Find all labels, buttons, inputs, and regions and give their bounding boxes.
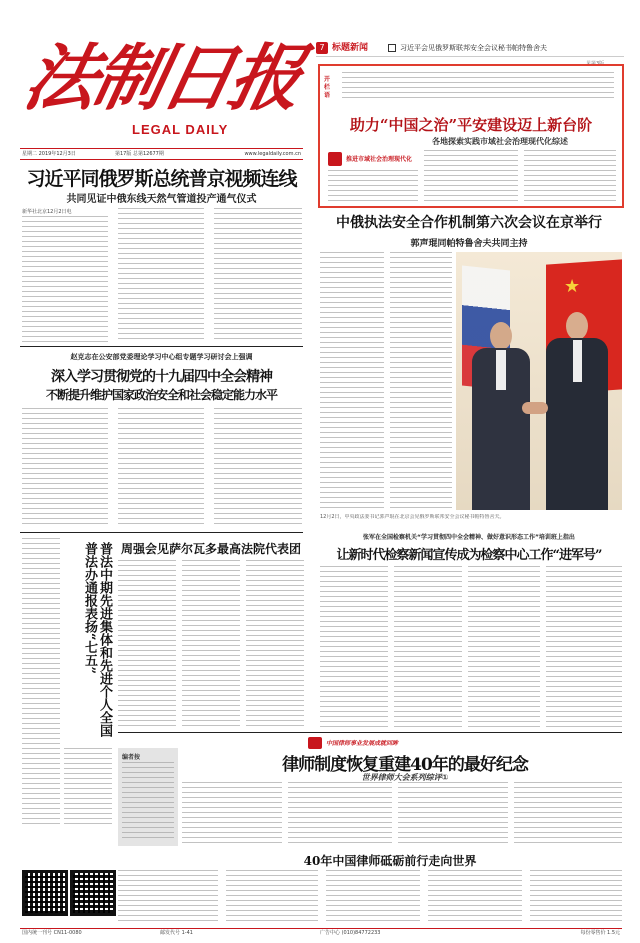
issue-number: 第17版 总第12677期 xyxy=(115,151,164,157)
lead-subtitle: 共同见证中俄东线天然气管道投产通气仪式 xyxy=(66,194,257,205)
lawyers-bottom-col-5 xyxy=(530,870,622,922)
person-left xyxy=(472,322,530,510)
dateline-bar xyxy=(20,148,303,160)
qr-code-left[interactable] xyxy=(22,870,68,916)
feature-box xyxy=(318,64,624,208)
lead-col-1 xyxy=(22,216,108,342)
masthead-english: LEGAL DAILY xyxy=(132,122,229,137)
news-photo xyxy=(456,252,622,510)
handshake xyxy=(522,402,548,414)
lawyers-col-2 xyxy=(288,782,392,846)
security-title: 中俄执法安全合作机制第六次会议在京举行 xyxy=(336,215,602,231)
lawyers-col-1 xyxy=(182,782,282,846)
education-text xyxy=(22,538,60,828)
nav-page-ref[interactable]: 见第3版 xyxy=(586,61,605,67)
lawyers-col-3 xyxy=(398,782,508,846)
procuracy-col-2 xyxy=(394,566,462,728)
lawyers-banner: 中国律师事业发展成就回眸 xyxy=(326,740,399,747)
education-text-2 xyxy=(64,748,112,828)
feature-body-3 xyxy=(524,150,616,202)
masthead-title: 法制日报 xyxy=(17,35,308,120)
divider xyxy=(118,732,622,733)
footer-cn: 国内统一刊号 CN11-0080 xyxy=(22,930,82,936)
lawyers-title: 律师制度恢复重建40年的最好纪念 xyxy=(282,755,528,775)
lawyers-logo xyxy=(308,737,322,749)
nav-badge: 7 xyxy=(316,42,328,54)
photo-caption: 12月2日，中央政法委书记郭声琨在北京会见俄罗斯联邦安全会议秘书帕特鲁舍夫。 xyxy=(320,514,505,520)
lawyers-bottom-col-4 xyxy=(428,870,522,922)
divider xyxy=(20,532,303,533)
dateline: 星期二 2019年12月3日 xyxy=(22,151,76,157)
security-subtitle: 郭声琨同帕特鲁舍夫共同主持 xyxy=(410,239,528,249)
lawyers-col-4 xyxy=(514,782,622,846)
feature-intro xyxy=(342,72,614,102)
editor-note-box xyxy=(118,748,178,846)
footer-price: 每份零售价 1.5元 xyxy=(580,930,620,936)
court-title: 周强会见萨尔瓦多最高法院代表团 xyxy=(120,542,301,556)
study-kicker: 赵克志在公安部党委理论学习中心组专题学习研讨会上强调 xyxy=(70,353,253,361)
lawyers-bottom-col-3 xyxy=(326,870,420,922)
lead-title: 习近平同俄罗斯总统普京视频连线 xyxy=(26,168,297,190)
editor-note-label: 编者按 xyxy=(122,754,141,761)
person-right xyxy=(546,312,608,510)
lead-col-3 xyxy=(214,208,302,342)
feature-title: 助力“中国之治”平安建设迈上新台阶 xyxy=(349,116,593,134)
feature-subtitle: 各地探索实践市域社会治理现代化综述 xyxy=(432,137,568,146)
footer-bar xyxy=(20,928,622,938)
study-title-2: 不断提升维护国家政治安全和社会稳定能力水平 xyxy=(45,388,277,402)
court-col-2 xyxy=(182,560,240,728)
lead-col-2 xyxy=(118,208,204,342)
lawyers-bottom-col-2 xyxy=(226,870,318,922)
procuracy-col-3 xyxy=(468,566,540,728)
lawyers-bottom-col-1 xyxy=(118,870,218,922)
feature-column: 推进市域社会治理现代化 xyxy=(346,156,413,163)
lawyers-second-title: 40年中国律师砥砺前行走向世界 xyxy=(303,854,477,868)
editor-note-text xyxy=(122,762,174,842)
feature-column-logo xyxy=(328,152,342,166)
court-col-1 xyxy=(118,560,176,728)
nav-section: 标题新闻 xyxy=(332,43,369,53)
education-title: 普法中期先进集体和先进个人全国普法办通报表扬“七五” xyxy=(82,542,112,737)
lead-byline: 新华社北京12月2日电 xyxy=(22,209,72,215)
website: www.legaldaily.com.cn xyxy=(244,151,301,157)
feature-body-2 xyxy=(424,150,518,202)
footer-code: 邮发代号 1-41 xyxy=(160,930,193,936)
procuracy-kicker: 张军在全国检察机关“学习贯彻四中全会精神、做好意识形态工作”培训班上指出 xyxy=(363,534,575,541)
security-text-col-1 xyxy=(320,252,384,510)
security-text-col-2 xyxy=(390,252,452,510)
qr-code-right[interactable] xyxy=(70,870,116,916)
masthead xyxy=(17,30,310,140)
study-title-1: 深入学习贯彻党的十九届四中全会精神 xyxy=(51,369,272,385)
nav-headline[interactable]: 习近平会见俄罗斯联邦安全会议秘书帕特鲁舍夫 xyxy=(400,44,547,52)
lawyers-subtitle: 世界律师大会系列综评① xyxy=(361,773,449,782)
procuracy-title: 让新时代检察新闻宣传成为检察中心工作“进军号” xyxy=(336,548,602,563)
flag-star: ★ xyxy=(564,276,581,297)
procuracy-col-4 xyxy=(546,566,622,728)
feature-kicker: 开栏语 xyxy=(324,76,331,99)
checkbox-icon xyxy=(388,44,396,52)
top-nav xyxy=(316,40,624,57)
divider xyxy=(20,346,303,347)
procuracy-col-1 xyxy=(320,566,388,728)
court-col-3 xyxy=(246,560,304,728)
study-col-2 xyxy=(118,408,204,528)
study-col-1 xyxy=(22,408,108,528)
feature-body-1 xyxy=(328,170,418,202)
study-col-3 xyxy=(214,408,302,528)
footer-ad: 广告中心 (010)84772233 xyxy=(320,930,381,936)
